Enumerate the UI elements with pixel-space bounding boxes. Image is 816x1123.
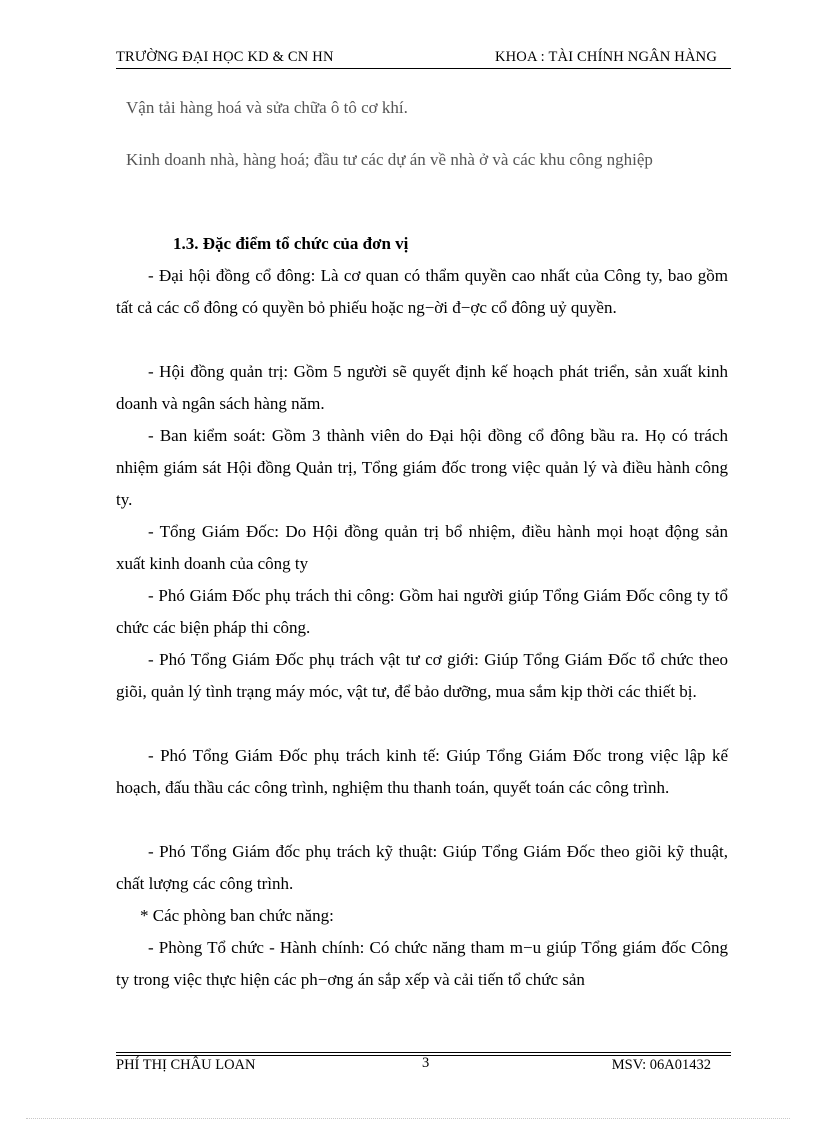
paragraph-economics-deputy: - Phó Tổng Giám Đốc phụ trách kinh tế: Giúp Tổng Giám Đốc trong việc lập kế hoạch, đấu thầu các công trình, nghiệm thu thanh toán, quyết toán các công trình. [116, 746, 728, 797]
paragraph-departments: * Các phòng ban chức năng: [140, 906, 334, 925]
header-rule [116, 68, 731, 69]
paragraph-admin-department: - Phòng Tổ chức - Hành chính: Có chức năng tham m−u giúp Tổng giám đốc Công ty trong việc thực hiện các ph−ơng án sắp xếp và cải tiến tổ chức sản [116, 938, 728, 989]
paragraph-shareholders: - Đại hội đồng cổ đông: Là cơ quan có thẩm quyền cao nhất của Công ty, bao gồm tất cả các cổ đông có quyền bỏ phiếu hoặc ng−ời đ−ợc cổ đông uỷ quyền. [116, 266, 728, 317]
footer-rule [116, 1052, 731, 1053]
paragraph-real-estate: Kinh doanh nhà, hàng hoá; đầu tư các dự án về nhà ở và các khu công nghiệp [126, 150, 653, 169]
page-number: 3 [422, 1055, 430, 1071]
paragraph-technical-deputy: - Phó Tổng Giám đốc phụ trách kỹ thuật: Giúp Tổng Giám Đốc theo giõi kỹ thuật, chất lượng các công trình. [116, 842, 728, 893]
page-footer [116, 1057, 731, 1079]
paragraph-materials-deputy: - Phó Tổng Giám Đốc phụ trách vật tư cơ giới: Giúp Tổng Giám Đốc tổ chức theo giõi, quản lý tình trạng máy móc, vật tư, để bảo dưỡng, mua sắm kịp thời các thiết bị. [116, 650, 728, 701]
footer-author: PHÍ THỊ CHÂU LOAN [116, 1057, 256, 1073]
footer-student-id: MSV: 06A01432 [611, 1057, 711, 1073]
page-bottom-border [26, 1118, 790, 1119]
header-university: TRƯỜNG ĐẠI HỌC KD & CN HN [116, 49, 334, 65]
paragraph-general-director: - Tổng Giám Đốc: Do Hội đồng quản trị bổ nhiệm, điều hành mọi hoạt động sản xuất kinh doanh của công ty [116, 522, 728, 573]
section-heading: 1.3. Đặc điểm tổ chức của đơn vị [173, 234, 409, 253]
paragraph-transport: Vận tải hàng hoá và sửa chữa ô tô cơ khí. [126, 98, 408, 117]
page-header [116, 46, 731, 68]
header-faculty: KHOA : TÀI CHÍNH NGÂN HÀNG [494, 49, 717, 65]
paragraph-supervisory: - Ban kiểm soát: Gồm 3 thành viên do Đại hội đồng cổ đông bầu ra. Họ có trách nhiệm giám sát Hội đồng Quản trị, Tổng giám đốc trong việc quản lý và điều hành công ty. [116, 426, 728, 509]
paragraph-board: - Hội đồng quản trị: Gồm 5 người sẽ quyết định kế hoạch phát triển, sản xuất kinh doanh và ngân sách hàng năm. [116, 362, 728, 413]
paragraph-construction-deputy: - Phó Giám Đốc phụ trách thi công: Gồm hai người giúp Tổng Giám Đốc công ty tổ chức các biện pháp thi công. [116, 586, 728, 637]
